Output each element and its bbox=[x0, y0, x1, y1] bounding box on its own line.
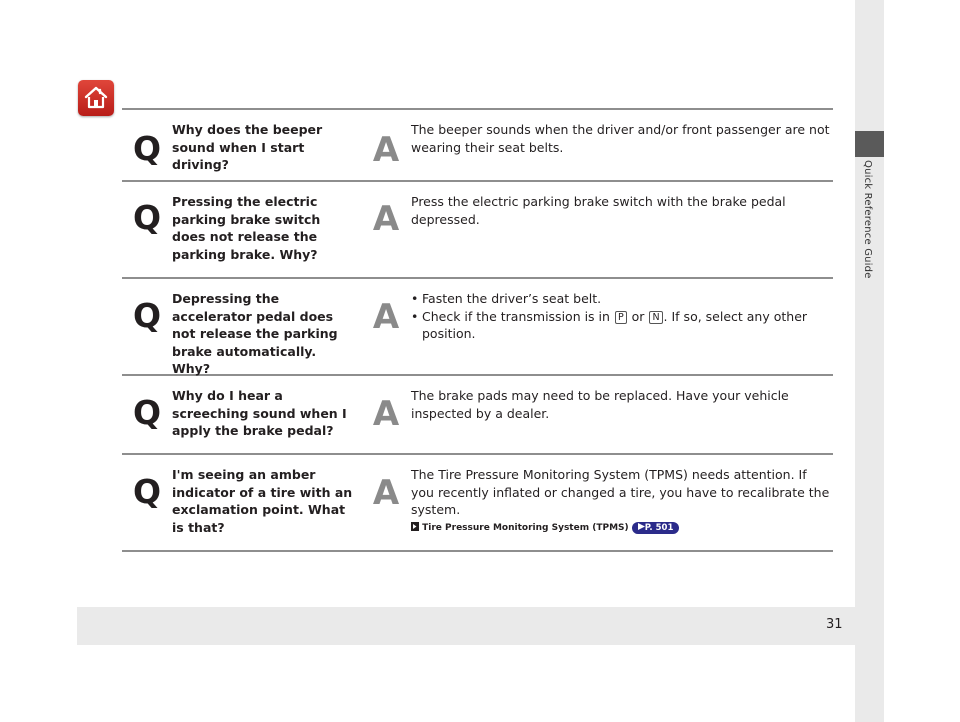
svg-text:Q: Q bbox=[132, 298, 162, 332]
faq-answer bbox=[411, 466, 831, 534]
home-icon bbox=[84, 85, 108, 111]
question-mark-icon bbox=[130, 200, 164, 234]
answer-mark-icon bbox=[369, 298, 403, 332]
faq-question: Pressing the electric parking brake switch does not release the parking brake. Why? bbox=[172, 194, 321, 262]
answer-mark-icon bbox=[369, 200, 403, 234]
footer-band bbox=[77, 607, 855, 645]
svg-text:A: A bbox=[372, 395, 400, 429]
svg-text:A: A bbox=[372, 474, 400, 508]
side-tab-label-text: Quick Reference Guide bbox=[862, 160, 873, 279]
page-link-arrow-icon bbox=[638, 523, 645, 530]
answer-mark-icon bbox=[369, 131, 403, 165]
page-link-label: P. 501 bbox=[644, 522, 674, 533]
list-item: • Fasten the driver’s seat belt. bbox=[411, 291, 602, 306]
faq-question: Why does the beeper sound when I start driving? bbox=[172, 122, 323, 172]
reference-arrow-icon bbox=[411, 522, 419, 531]
svg-text:Q: Q bbox=[132, 200, 162, 234]
answer-mark-icon bbox=[369, 474, 403, 508]
faq-question: Depressing the accelerator pedal does not release the parking brake automatically. Why? bbox=[172, 291, 338, 376]
list-item: • Check if the transmission is in P or N . If so, select any other position. bbox=[411, 308, 808, 341]
side-tab bbox=[855, 0, 884, 722]
answer-mark-icon bbox=[369, 395, 403, 429]
divider bbox=[122, 453, 833, 455]
divider bbox=[122, 277, 833, 279]
svg-text:A: A bbox=[372, 200, 400, 234]
faq-answer-text: The Tire Pressure Monitoring System (TPMS) needs attention. If you recently inflated or changed a tire, you have to recalibrate the system. bbox=[411, 467, 830, 517]
svg-text:Q: Q bbox=[132, 131, 162, 165]
faq-answer: The beeper sounds when the driver and/or front passenger are not wearing their seat belts. bbox=[411, 122, 830, 155]
divider-bottom bbox=[122, 550, 833, 552]
svg-text:Q: Q bbox=[132, 395, 162, 429]
svg-text:A: A bbox=[372, 131, 400, 165]
side-tab-marker bbox=[855, 131, 884, 157]
gear-indicator-park: P bbox=[615, 311, 627, 324]
question-mark-icon bbox=[130, 474, 164, 508]
page-link-button[interactable] bbox=[632, 522, 680, 534]
gear-indicator-neutral: N bbox=[649, 311, 662, 324]
svg-text:Q: Q bbox=[132, 474, 162, 508]
faq-answer: The brake pads may need to be replaced. Have your vehicle inspected by a dealer. bbox=[411, 388, 789, 421]
cross-reference-text: Tire Pressure Monitoring System (TPMS) bbox=[422, 522, 629, 533]
faq-answer bbox=[411, 290, 831, 343]
page-number: 31 bbox=[826, 617, 843, 632]
home-button[interactable] bbox=[78, 80, 114, 116]
divider bbox=[122, 180, 833, 182]
question-mark-icon bbox=[130, 298, 164, 332]
faq-answer: Press the electric parking brake switch with the brake pedal depressed. bbox=[411, 194, 786, 227]
svg-text:A: A bbox=[372, 298, 400, 332]
question-mark-icon bbox=[130, 131, 164, 165]
side-tab-label[interactable] bbox=[855, 160, 884, 280]
faq-question: I'm seeing an amber indicator of a tire with an exclamation point. What is that? bbox=[172, 467, 353, 535]
question-mark-icon bbox=[130, 395, 164, 429]
answer-bullet-list bbox=[411, 290, 831, 343]
divider-top bbox=[122, 108, 833, 110]
faq-question: Why do I hear a screeching sound when I apply the brake pedal? bbox=[172, 388, 347, 438]
cross-reference-link[interactable] bbox=[411, 522, 831, 534]
